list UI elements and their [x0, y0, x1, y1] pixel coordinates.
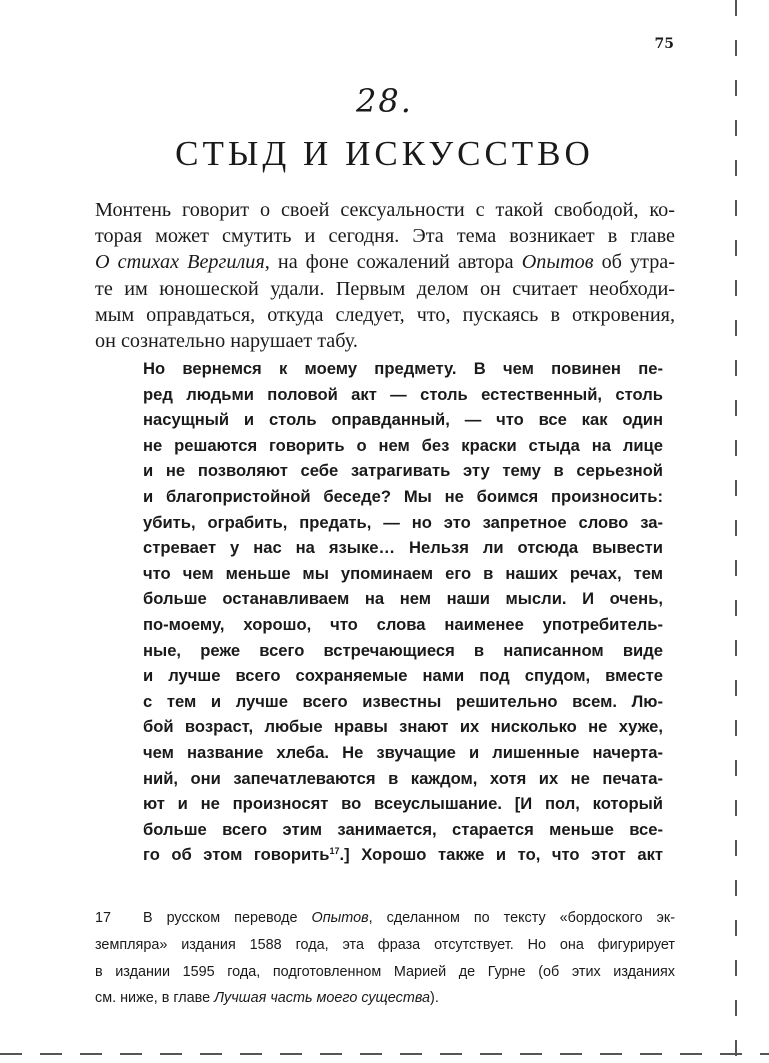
- quote-line: и лучше всего сохраняемые нами под спудом, вместе: [143, 666, 663, 686]
- quote-line: с тем и лучше всего известны решительно всем. Лю-: [143, 691, 663, 711]
- intro-line: он сознательно нарушает табу.: [95, 330, 358, 353]
- quote-line: убить, ограбить, предать, — но это запретное слово за-: [143, 512, 663, 532]
- footnote-line: 17 В русском переводе Опытов, сделанном по тексту «бордоского эк-: [95, 905, 675, 932]
- footnote: [95, 905, 675, 1012]
- quote-line: насущный и столь оправданный, — что все как один: [143, 410, 663, 430]
- quote-line: ред людьми половой акт — столь естественный, столь: [143, 384, 663, 404]
- quote-line: ют и не произносят во всеуслышание. [И пол, который: [143, 794, 663, 814]
- book-title: Опытов: [521, 251, 594, 274]
- page-number: 75: [654, 36, 674, 52]
- essay-title: О стихах Вергилия: [95, 251, 265, 274]
- quote-line: бой возраст, любые нравы знают их нисколько не хуже,: [143, 717, 663, 737]
- crop-marks-bottom: [0, 1053, 769, 1055]
- quote-line: и не позволяют себе затрагивать эту тему в серьезной: [143, 461, 663, 481]
- book-title: Опытов: [311, 910, 369, 926]
- footnote-reference: 17: [329, 846, 340, 857]
- intro-paragraph: [95, 197, 675, 354]
- quote-line: что чем меньше мы упоминаем его в наших речах, тем: [143, 563, 663, 583]
- footnote-number: 17: [95, 910, 112, 926]
- quote-line: и благопристойной беседе? Мы не боимся произносить:: [143, 486, 663, 506]
- chapter-reference: Лучшая часть моего существа: [214, 990, 431, 1007]
- quote-line: по-моему, хорошо, что слова наименее употребитель-: [143, 614, 663, 634]
- block-quote: [143, 356, 663, 868]
- intro-line: О стихах Вергилия, на фоне сожалений автора Опытов об утра-: [95, 251, 675, 274]
- chapter-number: 28.: [356, 82, 413, 120]
- quote-line: ний, они запечатлеваются в каждом, хотя их не печата-: [143, 768, 663, 788]
- quote-line: ные, реже всего встречающиеся в написанном виде: [143, 640, 663, 660]
- footnote-line: земпляра» издания 1588 года, эта фраза отсутствует. Но она фигурирует: [95, 936, 675, 953]
- quote-line: больше всего этим занимается, старается меньше все-: [143, 819, 663, 839]
- quote-line: чем название хлеба. Не звучащие и лишенные начерта-: [143, 742, 663, 762]
- intro-line: мым оправдаться, откуда следует, что, пускаясь в откровения,: [95, 303, 675, 326]
- quote-line: стревает у нас на языке… Нельзя ли отсюда вывести: [143, 538, 663, 558]
- quote-line: го об этом говорить$^{17}$.] Хорошо также и то, что этот акт: [143, 845, 663, 865]
- quote-line: Но вернемся к моему предмету. В чем повинен пе-: [143, 359, 663, 378]
- chapter-title: СТЫД И ИСКУССТВО: [175, 134, 594, 173]
- quote-line: не решаются говорить о нем без краски стыда на лице: [143, 435, 663, 455]
- intro-line: те им юношеской удали. Первым делом он считает необходи-: [95, 277, 675, 300]
- footnote-line: см. ниже, в главе Лучшая часть моего существа).: [95, 990, 439, 1007]
- quote-line: больше останавливаем на нем наши мысли. И очень,: [143, 589, 663, 609]
- intro-line: Монтень говорит о своей сексуальности с такой свободой, ко-: [95, 199, 675, 221]
- footnote-line: в издании 1595 года, подготовленном Марией де Гурне (об этих изданиях: [95, 963, 675, 980]
- intro-line: торая может смутить и сегодня. Эта тема возникает в главе: [95, 225, 675, 248]
